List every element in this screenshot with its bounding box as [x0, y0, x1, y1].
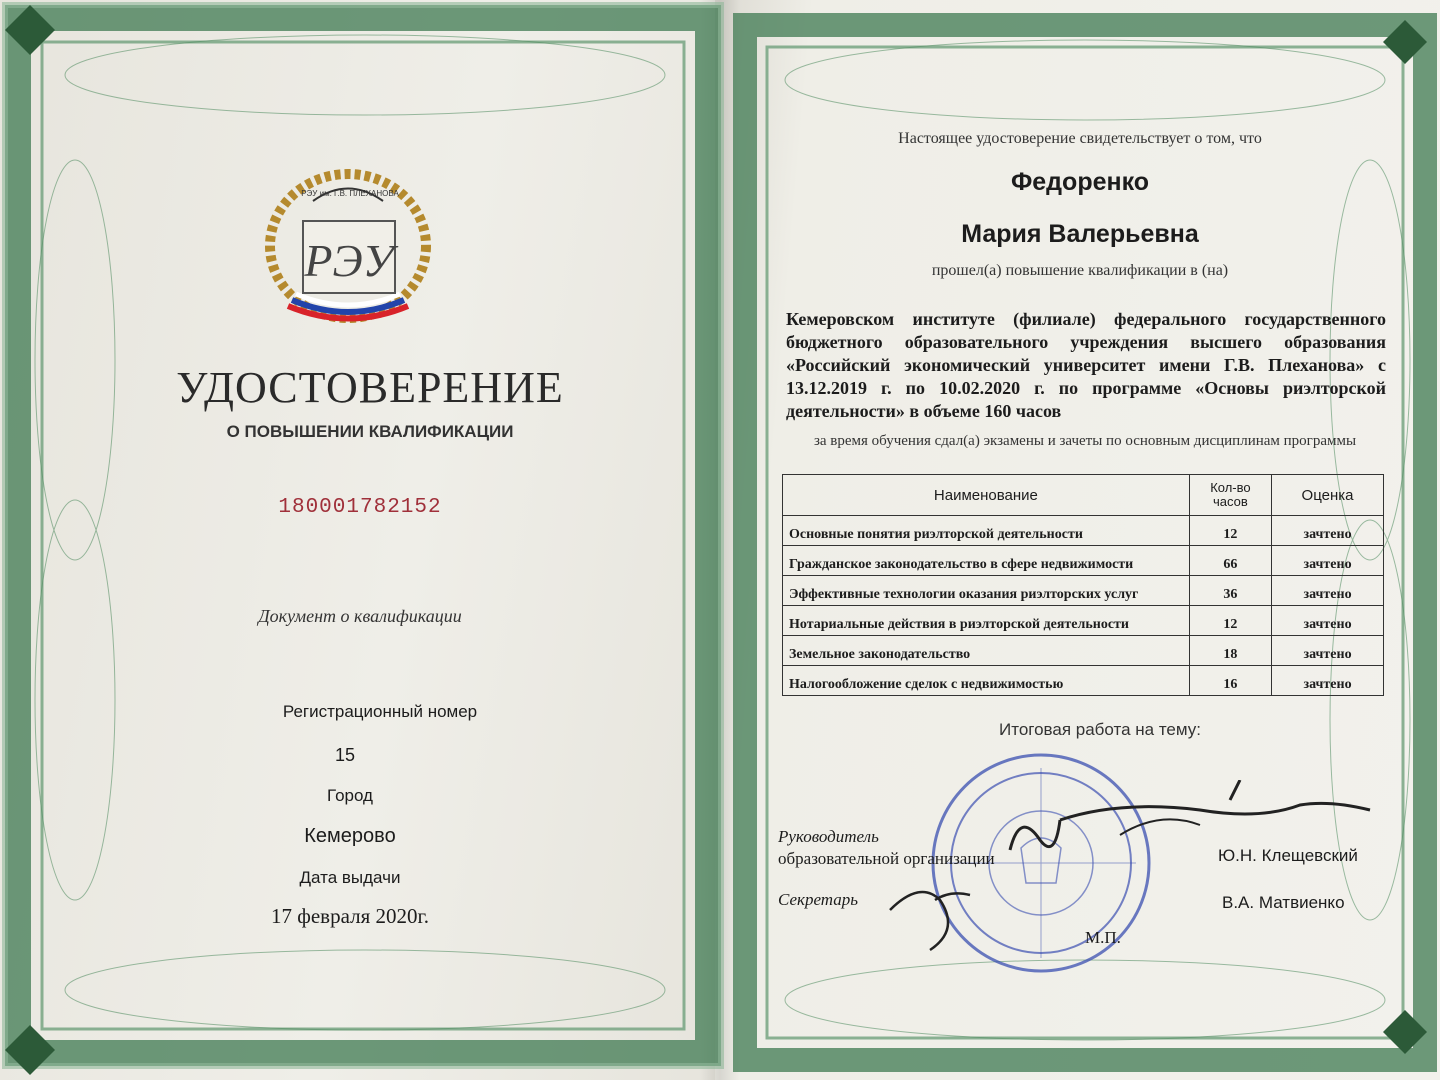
- registration-number-value: 15: [334, 745, 356, 765]
- head-role-line1: Руководитель: [778, 827, 879, 846]
- discipline-name: Эффективные технологии оказания риэлторских услуг: [783, 576, 1190, 606]
- header-hours: Кол-во часов: [1189, 475, 1271, 516]
- discipline-grade: зачтено: [1272, 606, 1384, 636]
- university-emblem-logo: [258, 156, 438, 326]
- disciplines-table-body: [783, 516, 1384, 696]
- certificate-intro: Настоящее удостоверение свидетельствует о том, что: [898, 130, 1262, 147]
- city-label: Город: [327, 786, 373, 805]
- discipline-name: Нотариальные действия в риэлторской деятельности: [783, 606, 1190, 636]
- discipline-name: Гражданское законодательство в сфере недвижимости: [783, 546, 1190, 576]
- holder-surname: Федоренко: [1010, 168, 1150, 196]
- head-role-line2: образовательной организации: [778, 849, 995, 868]
- holder-given-names: Мария Валерьевна: [961, 220, 1199, 248]
- svg-text:РЭУ им. Г.В. ПЛЕХАНОВА: РЭУ им. Г.В. ПЛЕХАНОВА: [301, 189, 399, 198]
- certificate-number: 180001782152: [278, 496, 442, 519]
- discipline-hours: 36: [1189, 576, 1271, 606]
- header-name: Наименование: [783, 475, 1190, 516]
- disciplines-table: [782, 474, 1384, 696]
- table-row: [783, 666, 1384, 696]
- discipline-hours: 18: [1189, 636, 1271, 666]
- discipline-grade: зачтено: [1272, 546, 1384, 576]
- discipline-hours: 12: [1189, 516, 1271, 546]
- table-header-row: [783, 475, 1384, 516]
- table-row: [783, 546, 1384, 576]
- discipline-hours: 66: [1189, 546, 1271, 576]
- secretary-signature: [880, 870, 1000, 960]
- discipline-grade: зачтено: [1272, 516, 1384, 546]
- discipline-grade: зачтено: [1272, 666, 1384, 696]
- secretary-role: Секретарь: [778, 890, 858, 909]
- discipline-hours: 12: [1189, 606, 1271, 636]
- head-name: Ю.Н. Клещевский: [1218, 846, 1358, 865]
- head-role: [778, 826, 1078, 870]
- city-value: Кемерово: [304, 825, 396, 847]
- table-row: [783, 606, 1384, 636]
- header-grade: Оценка: [1272, 475, 1384, 516]
- table-row: [783, 516, 1384, 546]
- discipline-name: Земельное законодательство: [783, 636, 1190, 666]
- seal-mark: М.П.: [1085, 928, 1121, 947]
- discipline-name: Основные понятия риэлторской деятельности: [783, 516, 1190, 546]
- table-row: [783, 636, 1384, 666]
- issue-date-value: 17 февраля 2020г.: [271, 904, 429, 928]
- certificate-subtitle: О ПОВЫШЕНИИ КВАЛИФИКАЦИИ: [226, 422, 514, 441]
- discipline-hours: 16: [1189, 666, 1271, 696]
- table-row: [783, 576, 1384, 606]
- exams-statement: за время обучения сдал(а) экзамены и зачеты по основным дисциплинам программы: [813, 433, 1357, 449]
- discipline-name: Налогообложение сделок с недвижимостью: [783, 666, 1190, 696]
- registration-number-label: Регистрационный номер: [282, 702, 478, 721]
- issue-date-label: Дата выдачи: [299, 868, 401, 887]
- discipline-grade: зачтено: [1272, 636, 1384, 666]
- certificate-title: УДОСТОВЕРЕНИЕ: [176, 363, 564, 412]
- secretary-name: В.А. Матвиенко: [1222, 893, 1345, 912]
- final-work-label: Итоговая работа на тему:: [999, 720, 1201, 739]
- program-description: Кемеровском институте (филиале) федерального государственного бюджетного образовательного учреждения высшего образования «Российский экономический университет имени Г.В. Плеханова» с 13.12.2019 г. по 10.02.2020 г. по программе «Основы риэлторской деятельности» в объеме 160 часов: [786, 309, 1386, 421]
- discipline-grade: зачтено: [1272, 576, 1384, 606]
- passed-statement: прошел(а) повышение квалификации в (на): [931, 262, 1229, 279]
- document-type-label: Документ о квалификации: [258, 606, 462, 626]
- svg-text:РЭУ: РЭУ: [304, 235, 394, 286]
